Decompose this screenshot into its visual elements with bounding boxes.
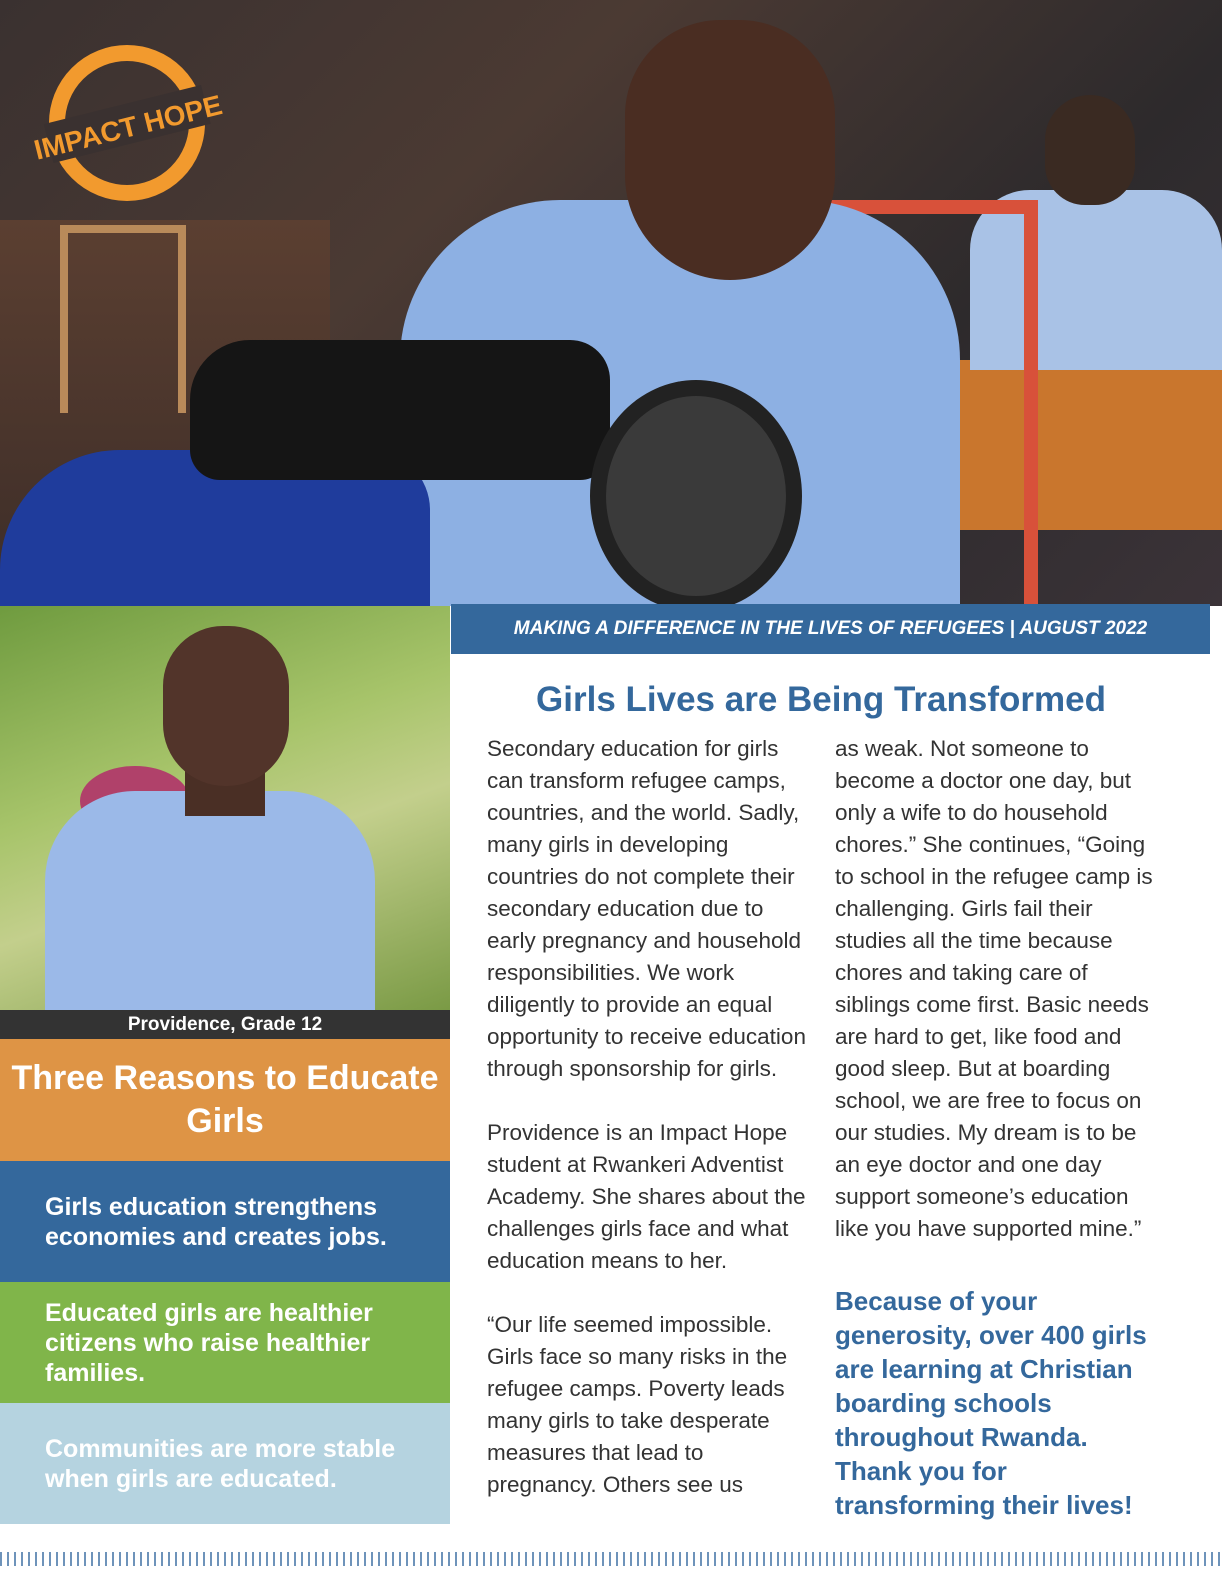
portrait-shirt xyxy=(45,791,375,1021)
article-paragraph: “Our life seemed impossible. Girls face so many risks in the refugee camps. Poverty leads many girls to take desperate measures that lead to pregnancy. Others see us xyxy=(487,1312,788,1497)
reason-item xyxy=(0,1282,450,1403)
impact-hope-logo xyxy=(31,42,226,204)
wooden-chair xyxy=(60,225,186,413)
footer-divider xyxy=(0,1552,1222,1566)
photo-caption: Providence, Grade 12 xyxy=(0,1010,450,1039)
portrait-face xyxy=(163,626,289,786)
reason-text: Educated girls are healthier citizens who raise healthier families. xyxy=(45,1298,373,1387)
article-headline: Girls Lives are Being Transformed xyxy=(536,680,1106,719)
article-paragraph: Providence is an Impact Hope student at Rwankeri Adventist Academy. She shares about the challenges girls face and what education means to her. xyxy=(487,1120,806,1273)
article-paragraph: as weak. Not someone to become a doctor one day, but only a wife to do household chores.” She continues, “Going to school in the refugee camp is challenging. Girls fail their studies all the time because chores and taking care of siblings come first. Basic needs are hard to get, like food and good sleep. But at boarding school, we are free to focus on our studies. My dream is to be an eye doctor and one day support someone’s education like you have supported mine.” xyxy=(835,736,1153,1241)
student-sewing xyxy=(625,20,835,280)
reason-item xyxy=(0,1403,450,1524)
thank-you-callout: Because of your generosity, over 400 girls are learning at Christian boarding schools throughout Rwanda. Thank you for transforming their lives! xyxy=(835,1286,1147,1520)
article-column-1 xyxy=(487,733,812,1533)
newsletter-banner: MAKING A DIFFERENCE IN THE LIVES OF REFUGEES | AUGUST 2022 xyxy=(451,604,1210,654)
article-column-2 xyxy=(835,733,1160,1277)
article-paragraph: Secondary education for girls can transform refugee camps, countries, and the world. Sadly, many girls in developing countries do not complete their secondary education due to early pregnancy and household responsibilities. We work diligently to provide an equal opportunity to receive education through sponsorship for girls. xyxy=(487,736,806,1081)
reason-text: Girls education strengthens economies and creates jobs. xyxy=(45,1192,387,1251)
sewing-machine-wheel xyxy=(590,380,802,612)
background-student xyxy=(1045,95,1135,205)
hero-photo xyxy=(0,0,1222,606)
reason-item xyxy=(0,1161,450,1282)
portrait-photo xyxy=(0,606,450,1010)
svg-text:IMPACT HOPE: IMPACT HOPE xyxy=(31,89,226,166)
reasons-title: Three Reasons to Educate Girls xyxy=(0,1039,450,1161)
reason-text: Communities are more stable when girls are educated. xyxy=(45,1434,396,1493)
sewing-machine xyxy=(190,340,610,480)
